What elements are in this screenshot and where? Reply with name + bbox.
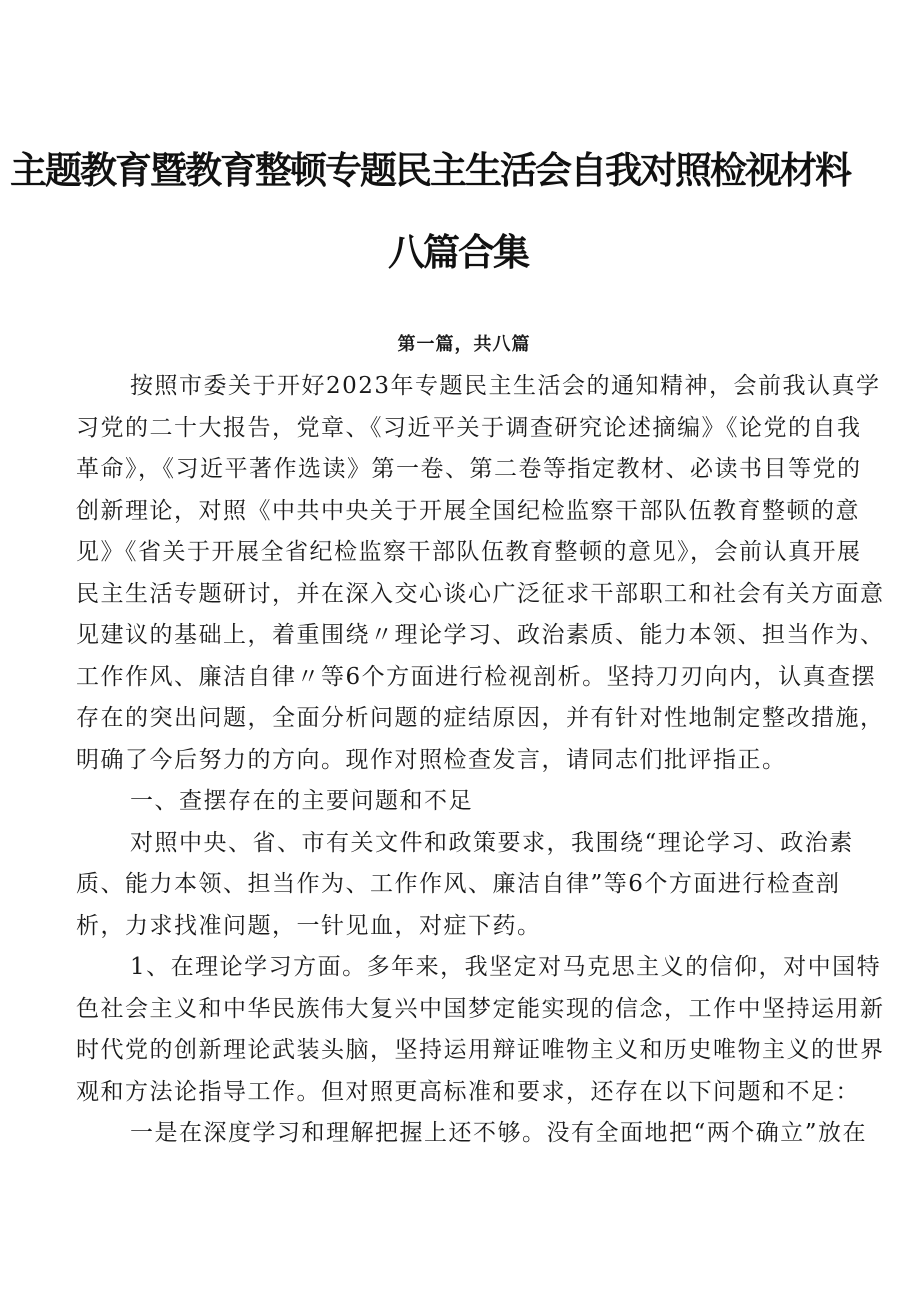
body-line: 按照市委关于开好2023年专题民主生活会的通知精神，会前我认真学 bbox=[130, 373, 881, 399]
body-line: 质、能力本领、担当作为、工作作风、廉洁自律”等6个方面进行检查剖 bbox=[76, 871, 841, 897]
body-line: 创新理论，对照《中共中央关于开展全国纪检监察干部队伍教育整顿的意 bbox=[76, 497, 860, 524]
section-heading: 第一篇，共八篇 bbox=[397, 334, 531, 355]
body-line: 一是在深度学习和理解把握上还不够。没有全面地把“两个确立”放在 bbox=[130, 1120, 868, 1146]
body-line: 时代党的创新理论武装头脑，坚持运用辩证唯物主义和历史唯物主义的世界 bbox=[76, 1037, 885, 1063]
body-line: 见建议的基础上，着重围绕〃理论学习、政治素质、能力本领、担当作为、 bbox=[76, 622, 885, 648]
document-title-line-1: 主题教育暨教育整顿专题民主生活会自我对照检视材料 bbox=[10, 149, 850, 192]
body-line: 存在的突出问题，全面分析问题的症结原因，并有针对性地制定整改措施， bbox=[76, 705, 885, 731]
body-line: 观和方法论指导工作。但对照更高标准和要求，还存在以下问题和不足： bbox=[76, 1078, 860, 1105]
body-line: 见》《省关于开展全省纪检监察干部队伍教育整顿的意见》，会前认真开展 bbox=[76, 539, 862, 565]
body-line: 习党的二十大报告，党章、《习近平关于调查研究论述摘编》《论党的自我 bbox=[76, 414, 862, 441]
body-line: 析，力求找准问题，一针见血，对症下药。 bbox=[76, 912, 542, 939]
body-line: 明确了今后努力的方向。现作对照检查发言，请同志们批评指正。 bbox=[76, 746, 787, 773]
section-subheading: 一、查摆存在的主要问题和不足 bbox=[130, 788, 473, 814]
body-line: 1、在理论学习方面。多年来，我坚定对马克思主义的信仰，对中国特 bbox=[130, 954, 882, 980]
document-body bbox=[76, 366, 885, 1155]
body-line: 色社会主义和中华民族伟大复兴中国梦定能实现的信念，工作中坚持运用新 bbox=[76, 995, 885, 1022]
document-title-line-2: 八篇合集 bbox=[388, 231, 528, 274]
body-line: 革命》，《习近平著作选读》第一卷、第二卷等指定教材、必读书目等党的 bbox=[76, 456, 862, 482]
body-line: 对照中央、省、市有关文件和政策要求，我围绕“理论学习、政治素 bbox=[130, 829, 854, 856]
body-line: 民主生活专题研讨，并在深入交心谈心广泛征求干部职工和社会有关方面意 bbox=[76, 580, 885, 607]
body-line: 工作作风、廉洁自律〃等6个方面进行检视剖析。坚持刀刃向内，认真查摆 bbox=[76, 663, 877, 690]
